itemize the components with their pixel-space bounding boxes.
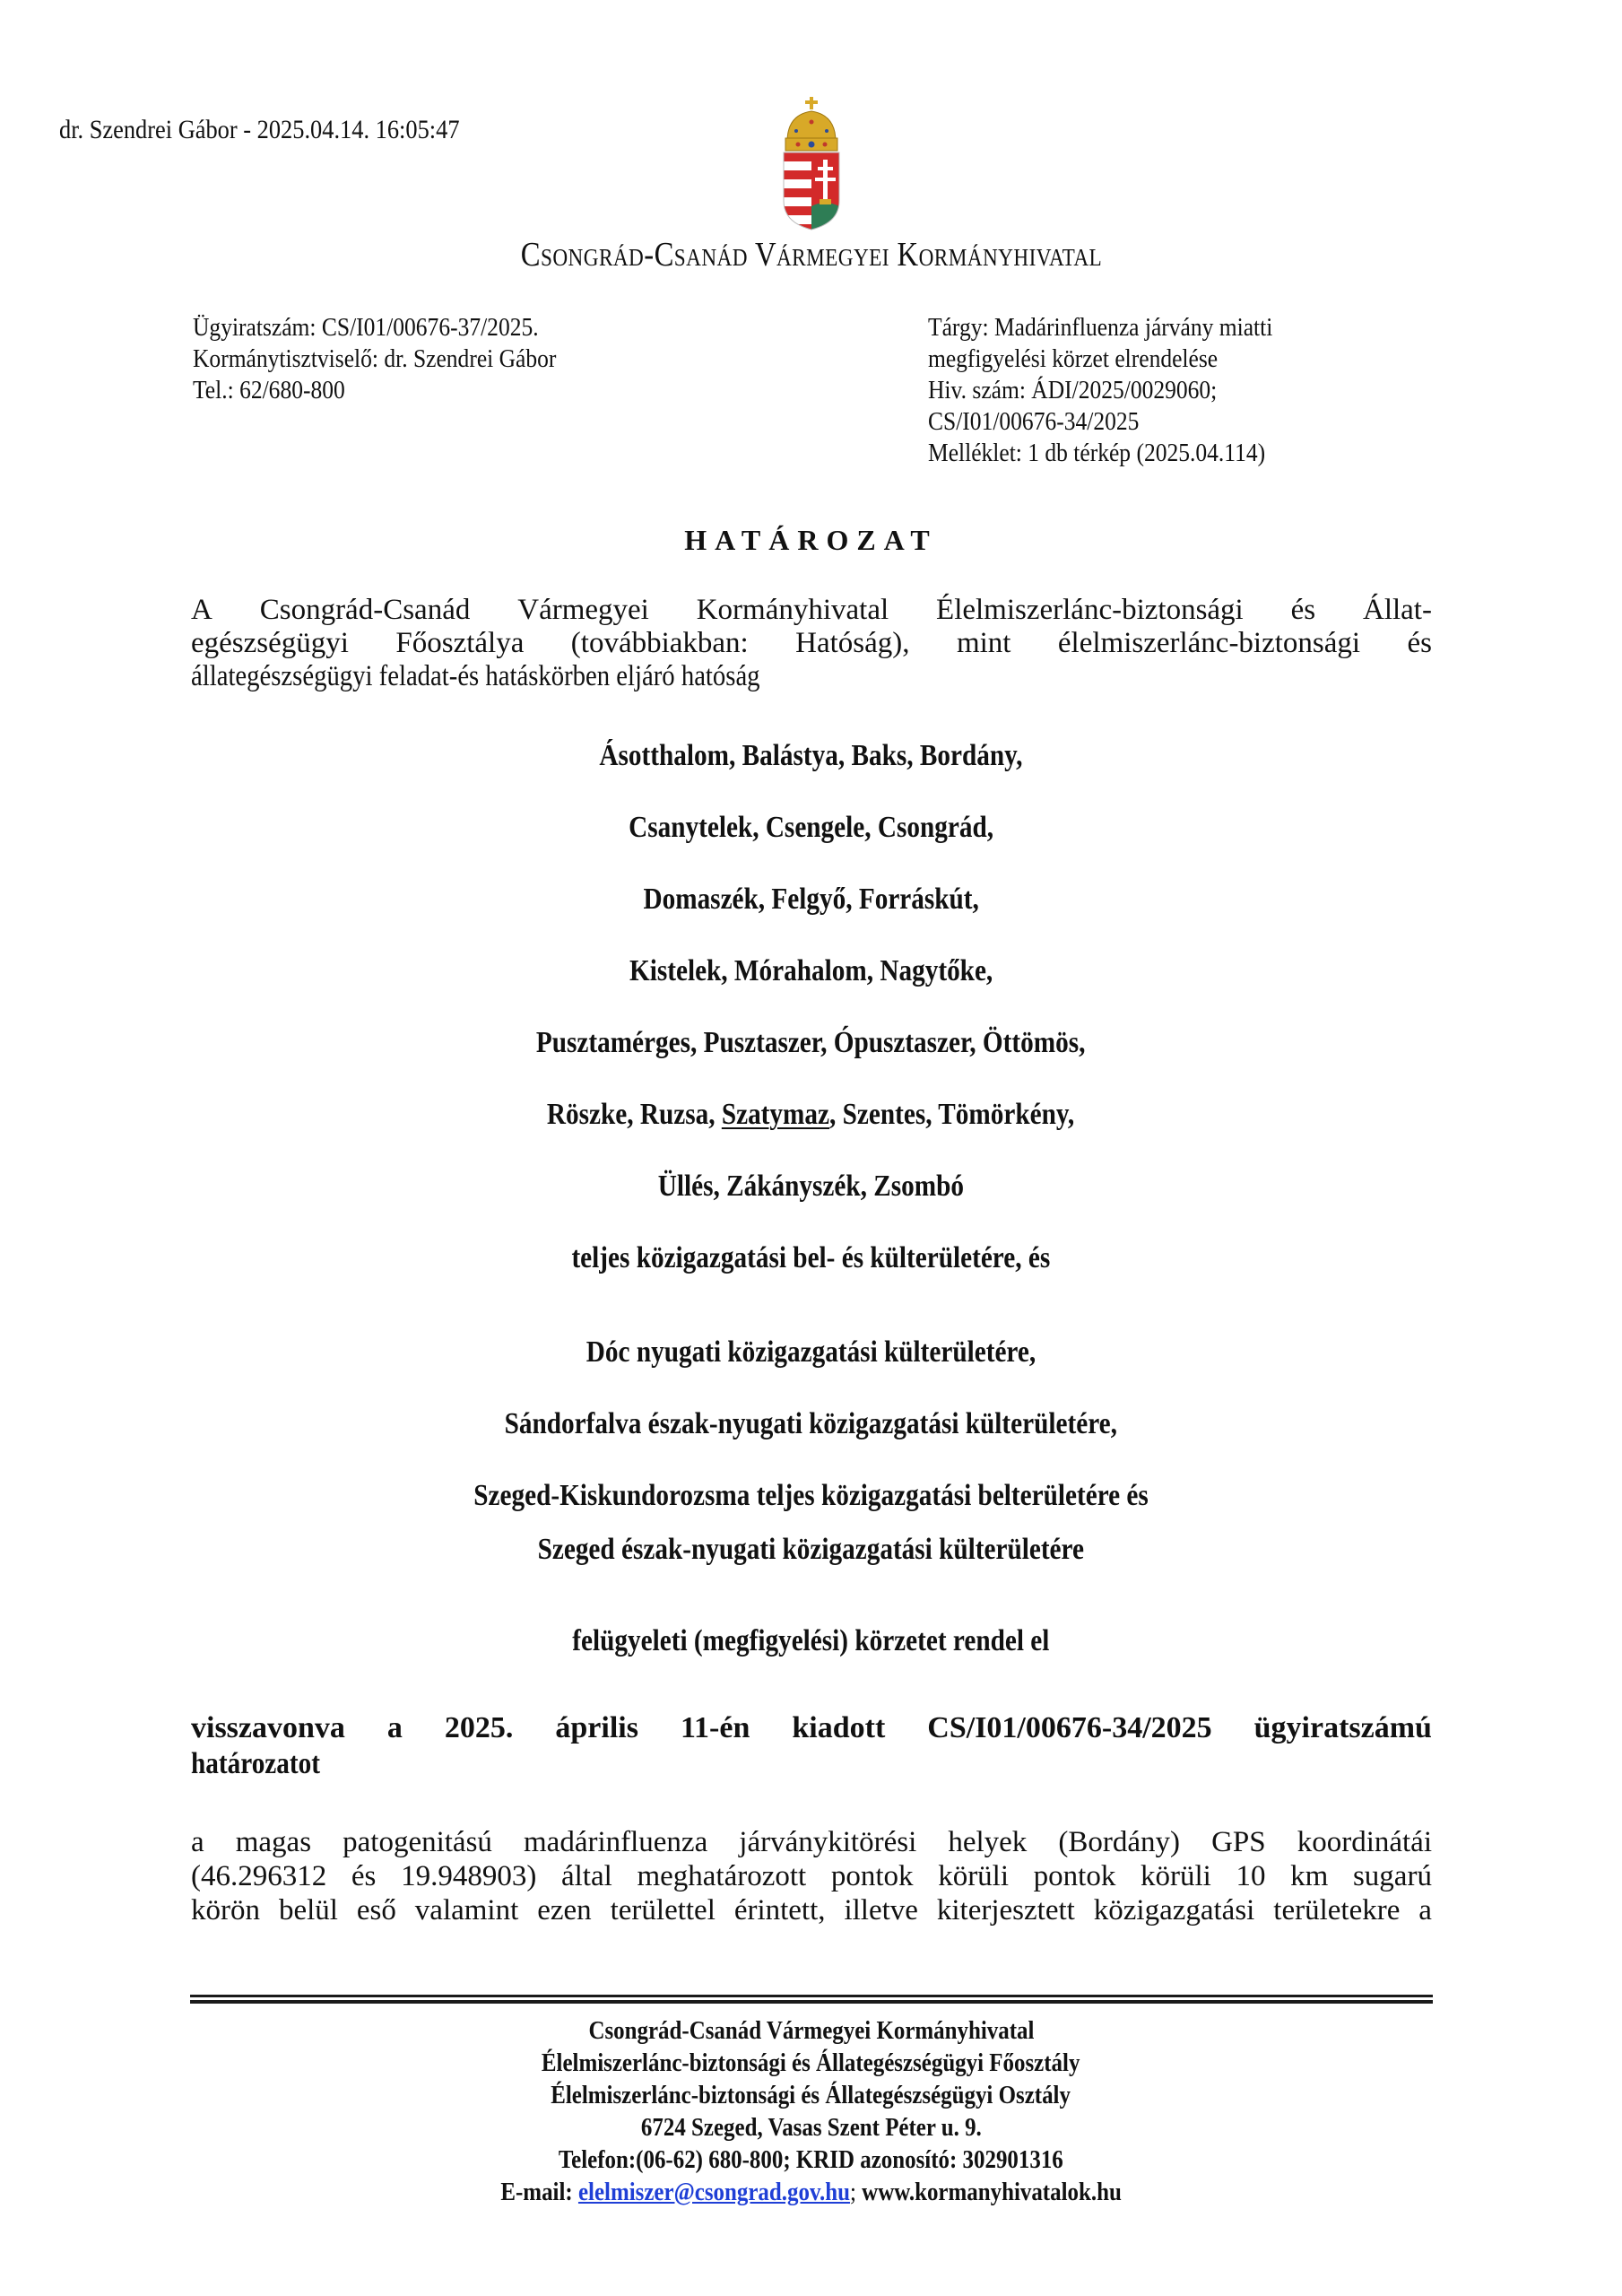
word: kiadott — [792, 1711, 886, 1744]
word: Kormányhivatal — [696, 594, 889, 626]
word: illetve — [844, 1894, 918, 1926]
word: Főosztálya — [395, 627, 525, 659]
word: 10 — [1236, 1860, 1266, 1892]
footer-divider — [190, 1995, 1433, 2004]
word: pontok — [1033, 1860, 1116, 1892]
town-list-text: Pusztamérges, Pusztaszer, Ópusztaszer, Öttömös, — [536, 1026, 1086, 1059]
word: pontok — [830, 1860, 914, 1892]
partial-area-line — [0, 1335, 1622, 1370]
reference-number: Hiv. szám: ÁDI/2025/0029060; — [928, 376, 1218, 404]
town-list-text: Csanytelek, Csengele, Csongrád, — [629, 811, 993, 844]
intro-line — [191, 627, 1432, 660]
town-list-text: Domaszék, Felgyő, Forráskút, — [643, 883, 979, 916]
phone-number: Tel.: 62/680-800 — [193, 376, 345, 404]
footer-line — [0, 2111, 1622, 2144]
gps-paragraph-line — [191, 1860, 1432, 1893]
divider-thin-line — [190, 1995, 1433, 1997]
town-list-line — [0, 1026, 1622, 1060]
case-meta-left — [193, 312, 556, 406]
word: madárinfluenza — [524, 1826, 708, 1858]
attachment: Melléklet: 1 db térkép (2025.04.114) — [928, 439, 1266, 467]
town-list-line — [0, 954, 1622, 988]
word: visszavonva — [191, 1711, 345, 1744]
word: mint — [956, 627, 1011, 659]
footer — [0, 2014, 1622, 2208]
divider-thick-line — [190, 2000, 1433, 2004]
town-list-line — [0, 739, 1622, 773]
word: és — [1407, 627, 1432, 659]
footer-department: Élelmiszerlánc-biztonsági és Állategészségügyi Főosztály — [542, 2048, 1080, 2077]
case-number: Ügyiratszám: CS/I01/00676-37/2025. — [193, 313, 539, 342]
subject-line-1: Tárgy: Madárinfluenza járvány miatti — [928, 313, 1273, 342]
email-label: E-mail: — [500, 2178, 578, 2206]
town-list-text: Kistelek, Mórahalom, Nagytőke, — [629, 954, 993, 987]
word: 19.948903) — [401, 1860, 537, 1892]
partial-area-text: Szeged észak-nyugati közigazgatási külterületére — [537, 1533, 1085, 1566]
word: Csongrád-Csanád — [259, 594, 471, 626]
gps-paragraph-line — [191, 1826, 1432, 1859]
partial-area-text: Szeged-Kiskundorozsma teljes közigazgatási belterületére és — [473, 1479, 1149, 1512]
electronic-signature-stamp: dr. Szendrei Gábor - 2025.04.14. 16:05:47 — [59, 115, 460, 144]
word: sugarú — [1352, 1860, 1432, 1892]
word: körön — [191, 1894, 260, 1926]
town-list-text: Üllés, Zákányszék, Zsombó — [657, 1170, 965, 1203]
revoke-line — [191, 1711, 1432, 1745]
town-list-line — [0, 1170, 1622, 1204]
order-line — [0, 1624, 1622, 1658]
word: a — [191, 1826, 204, 1858]
word: által — [560, 1860, 612, 1892]
word: ezen — [537, 1894, 592, 1926]
town-text: Röszke, Ruzsa, — [547, 1098, 723, 1131]
full-area-text: teljes közigazgatási bel- és külterületére, és — [571, 1241, 1051, 1274]
word: eső — [356, 1894, 396, 1926]
word: koordinátái — [1297, 1826, 1432, 1858]
official-name: Kormánytisztviselő: dr. Szendrei Gábor — [193, 344, 557, 373]
town-list-text: Ásotthalom, Balástya, Baks, Bordány, — [599, 739, 1023, 772]
word: CS/I01/00676-34/2025 — [927, 1711, 1212, 1744]
word: járványkitörési — [739, 1826, 917, 1858]
word: magas — [235, 1826, 312, 1858]
word: Élelmiszerlánc-biztonsági — [936, 594, 1244, 626]
website-link[interactable]: www.kormanyhivatalok.hu — [862, 2178, 1122, 2206]
footer-address: 6724 Szeged, Vasas Szent Péter u. 9. — [640, 2113, 982, 2142]
town-list-text — [547, 1098, 1074, 1132]
word: körüli — [1141, 1860, 1211, 1892]
footer-line — [0, 2014, 1622, 2047]
word: területtel — [610, 1894, 716, 1926]
word: GPS — [1211, 1826, 1266, 1858]
word: ügyiratszámú — [1253, 1711, 1432, 1744]
intro-line: állategészségügyi feladat-és hatáskörben eljáró hatóság — [191, 660, 760, 692]
word: belül — [278, 1894, 338, 1926]
footer-division: Élelmiszerlánc-biztonsági és Állategészségügyi Osztály — [551, 2081, 1071, 2109]
partial-area-line — [0, 1533, 1622, 1567]
word: a — [1418, 1894, 1432, 1926]
partial-area-text: Dóc nyugati közigazgatási külterületére, — [585, 1335, 1037, 1369]
word: (46.296312 — [191, 1860, 327, 1892]
word: (továbbiakban: — [570, 627, 749, 659]
word: A — [191, 594, 213, 626]
underlined-town: Szatymaz — [722, 1098, 830, 1131]
separator: ; — [849, 2178, 863, 2206]
word: (Bordány) — [1058, 1826, 1180, 1858]
word: 11-én — [680, 1711, 750, 1744]
word: km — [1290, 1860, 1329, 1892]
footer-line — [0, 2176, 1622, 2208]
town-list-line — [0, 1098, 1622, 1132]
word: patogenitású — [343, 1826, 492, 1858]
footer-contact — [500, 2176, 1121, 2208]
footer-line — [0, 2079, 1622, 2111]
town-list-line — [0, 883, 1622, 917]
agency-title-text: Csongrád-Csanád Vármegyei Kormányhivatal — [520, 236, 1102, 274]
hungarian-coat-of-arms-icon — [778, 95, 845, 231]
word: körüli — [938, 1860, 1010, 1892]
footer-phone: Telefon:(06-62) 680-800; KRID azonosító: 302901316 — [559, 2145, 1063, 2174]
word: és — [1290, 594, 1316, 626]
word: Vármegyei — [517, 594, 649, 626]
word: kiterjesztett — [936, 1894, 1075, 1926]
word: területekre — [1273, 1894, 1401, 1926]
footer-agency: Csongrád-Csanád Vármegyei Kormányhivatal — [588, 2016, 1034, 2045]
word: közigazgatási — [1093, 1894, 1255, 1926]
town-text: , Szentes, Tömörkény, — [829, 1098, 1075, 1131]
document-title: HATÁROZAT — [684, 524, 938, 556]
gps-paragraph-line — [191, 1894, 1432, 1927]
footer-line — [0, 2144, 1622, 2176]
word: meghatározott — [637, 1860, 807, 1892]
footer-line — [0, 2047, 1622, 2079]
revoke-line: határozatot — [191, 1747, 321, 1780]
partial-area-line — [0, 1479, 1622, 1513]
agency-title — [0, 235, 1622, 274]
word: Állat- — [1362, 594, 1432, 626]
partial-area-line — [0, 1407, 1622, 1441]
case-meta-right — [928, 312, 1272, 469]
intro-line — [191, 594, 1432, 627]
subject-line-2: megfigyelési körzet elrendelése — [928, 344, 1219, 373]
word: helyek — [948, 1826, 1028, 1858]
word: Hatóság), — [795, 627, 910, 659]
word: egészségügyi — [191, 627, 349, 659]
email-link[interactable]: elelmiszer@csongrad.gov.hu — [577, 2178, 850, 2206]
reference-number-2: CS/I01/00676-34/2025 — [928, 407, 1140, 436]
partial-area-text: Sándorfalva észak-nyugati közigazgatási külterületére, — [504, 1407, 1118, 1440]
word: élelmiszerlánc-biztonsági — [1057, 627, 1361, 659]
word: és — [351, 1860, 377, 1892]
full-area-line — [0, 1241, 1622, 1275]
word: valamint — [414, 1894, 519, 1926]
town-list-line — [0, 811, 1622, 845]
order-text: felügyeleti (megfigyelési) körzetet rendel el — [572, 1624, 1050, 1657]
word: érintett, — [733, 1894, 826, 1926]
word: április — [555, 1711, 638, 1744]
word: a — [386, 1711, 403, 1744]
word: 2025. — [444, 1711, 514, 1744]
